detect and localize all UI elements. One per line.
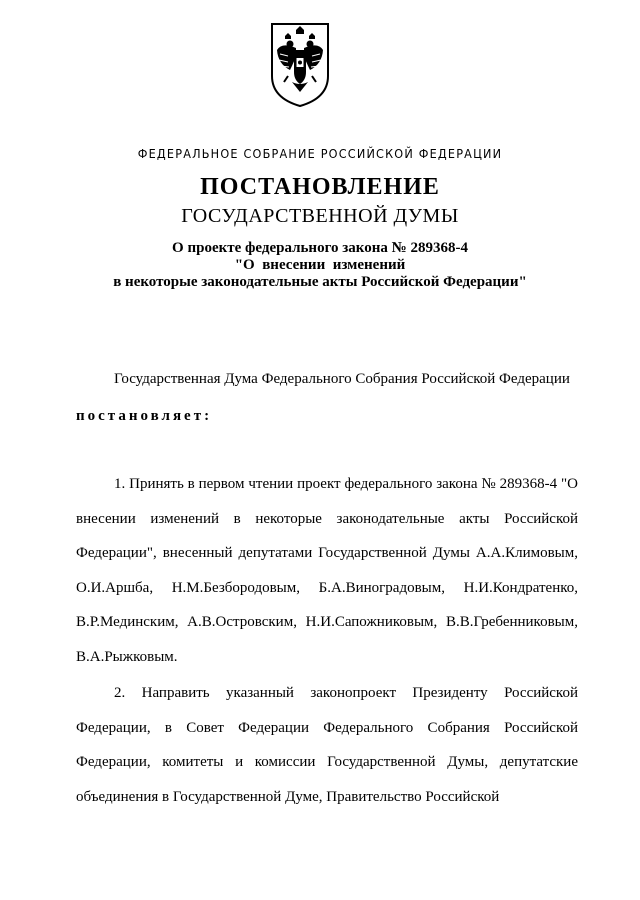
subject-line-1: О проекте федерального закона № 289368-4 xyxy=(172,240,468,256)
assembly-header: ФЕДЕРАЛЬНОЕ СОБРАНИЕ РОССИЙСКОЙ ФЕДЕРАЦИИ xyxy=(137,146,503,161)
paragraph-2: 2. Направить указанный законопроект Президенту Российской Федерации, в Совет Федерации Федерального Собрания Российской Федерации, комитеты и комиссии Государственной Думы, депутатские объединения в Государственной Думе, Правительство Российской xyxy=(76,685,578,805)
document-type-title: ПОСТАНОВЛЕНИЕ xyxy=(200,174,440,200)
document-subject xyxy=(0,240,640,291)
resolves-keyword: постановляет: xyxy=(76,408,213,424)
subject-line-2: "О внесении изменений xyxy=(234,257,406,273)
preamble-text: Государственная Дума Федерального Собрания Российской Федерации xyxy=(114,371,570,387)
document-issuer: ГОСУДАРСТВЕННОЙ ДУМЫ xyxy=(181,205,459,227)
paragraph-1: 1. Принять в первом чтении проект федерального закона № 289368-4 "О внесении изменений в некоторые законодательные акты Российской Федерации", внесенный депутатами Государственной Думы А.А.Климовым, О.И.Аршба, Н.М.Безбородовым, Б.А.Виноградовым, Н.И.Кондратенко, В.Р.Мединским, А.В.Островским, Н.И.Сапожниковым, В.В.Гребенниковым, В.А.Рыжковым. xyxy=(76,476,578,665)
subject-line-3: в некоторые законодательные акты Российской Федерации" xyxy=(113,274,527,290)
coat-of-arms-icon xyxy=(268,20,332,108)
